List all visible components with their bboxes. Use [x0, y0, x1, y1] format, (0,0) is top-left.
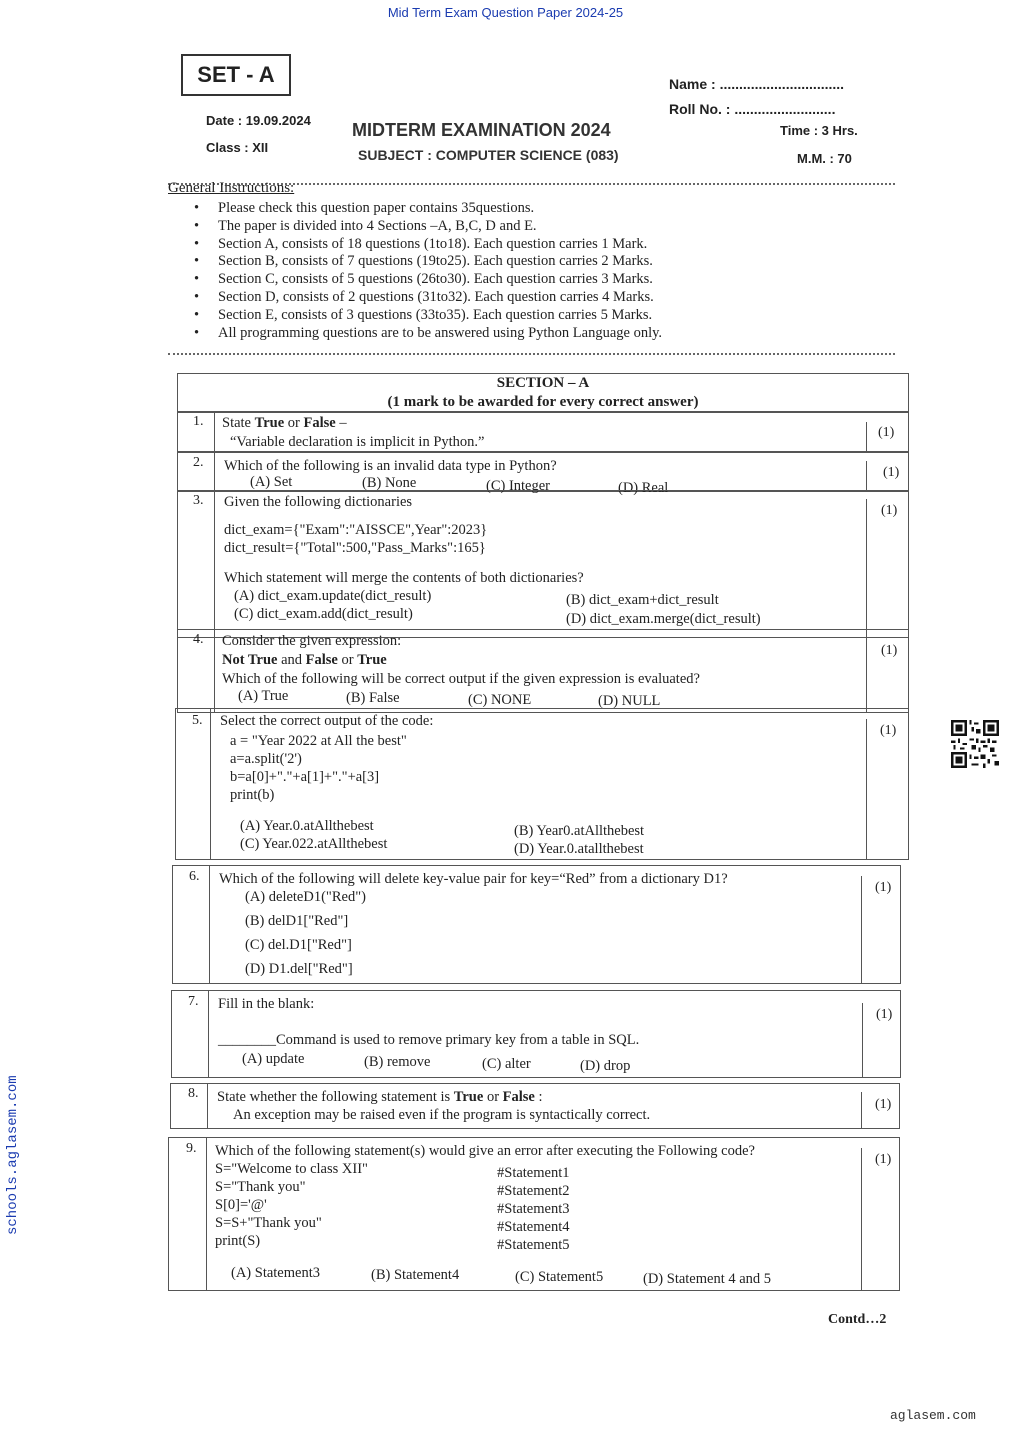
set-label: SET - A	[181, 54, 291, 96]
option-d: (D) Real	[618, 480, 669, 496]
option-d: (D) dict_exam.merge(dict_result)	[566, 611, 761, 627]
question-number: 5.	[192, 713, 203, 728]
option-a: (A) True	[238, 688, 289, 704]
question-ask: Which statement will merge the contents of both dictionaries?	[224, 570, 584, 586]
mark-badge: (1)	[881, 503, 898, 518]
code-line: b=a[0]+"."+a[1]+"."+a[3]	[230, 769, 380, 785]
question-3	[177, 490, 909, 638]
page-banner: Mid Term Exam Question Paper 2024-25	[387, 5, 624, 20]
question-number: 6.	[189, 869, 200, 884]
question-2	[177, 452, 909, 496]
option-b: (B) Statement4	[371, 1267, 460, 1283]
divider-bottom	[168, 353, 895, 355]
footer-url[interactable]: aglasem.com	[890, 1408, 976, 1423]
question-9	[168, 1137, 900, 1291]
instruction-item: • Section B, consists of 7 questions (19to25). Each question carries 2 Marks.	[218, 253, 918, 271]
question-statement: “Variable declaration is implicit in Python.”	[230, 434, 485, 450]
qr-code-icon	[951, 720, 999, 768]
option-c: (C) Integer	[486, 478, 551, 494]
code-line: dict_exam={"Exam":"AISSCE",Year":2023}	[224, 522, 488, 538]
question-ask: Which of the following will be correct output if the given expression is evaluated?	[222, 671, 700, 687]
question-4	[177, 629, 909, 713]
instruction-item: • Section A, consists of 18 questions (1to18). Each question carries 1 Mark.	[218, 236, 918, 254]
exam-date: Date : 19.09.2024	[206, 113, 311, 128]
question-text: Given the following dictionaries	[224, 494, 413, 510]
question-5	[175, 708, 909, 860]
question-number: 8.	[188, 1086, 199, 1101]
code-line: a=a.split('2')	[230, 751, 302, 767]
instruction-item: • Section C, consists of 5 questions (26to30). Each question carries 3 Marks.	[218, 271, 918, 289]
code-line: dict_result={"Total":500,"Pass_Marks":165}	[224, 540, 486, 556]
code-line: print(S)	[215, 1233, 261, 1249]
option-c: (C) del.D1["Red"]	[245, 937, 352, 953]
mark-badge: (1)	[878, 425, 895, 440]
question-text: State whether the following statement is True or False :	[217, 1089, 543, 1105]
question-6	[172, 865, 901, 984]
exam-title: MIDTERM EXAMINATION 2024	[352, 120, 611, 140]
code-line: S="Welcome to class XII"	[215, 1161, 368, 1177]
section-a-subtitle: (1 mark to be awarded for every correct answer)	[387, 394, 699, 410]
mark-badge: (1)	[876, 1007, 893, 1022]
max-marks: M.M. : 70	[797, 151, 852, 166]
option-d: (D) D1.del["Red"]	[245, 961, 353, 977]
option-c: (C) NONE	[468, 692, 532, 708]
question-text: Which of the following will delete key-value pair for key=“Red” from a dictionary D1?	[219, 871, 728, 887]
question-number: 3.	[193, 493, 204, 508]
question-text: Fill in the blank:	[218, 996, 315, 1012]
instruction-item: • All programming questions are to be answered using Python Language only.	[218, 325, 918, 343]
time-label: Time : 3 Hrs.	[780, 123, 858, 138]
option-a: (A) Statement3	[231, 1265, 320, 1281]
option-d: (D) Statement 4 and 5	[643, 1271, 772, 1287]
option-a: (A) dict_exam.update(dict_result)	[234, 588, 432, 604]
mark-badge: (1)	[875, 1097, 892, 1112]
option-d: (D) drop	[580, 1058, 631, 1074]
mark-badge: (1)	[875, 1152, 892, 1167]
question-text: Which of the following is an invalid data type in Python?	[224, 458, 557, 474]
option-c: (C) Statement5	[515, 1269, 604, 1285]
option-a: (A) deleteD1("Red")	[245, 889, 366, 905]
name-field: Name : ................................	[669, 76, 845, 92]
question-statement: An exception may be raised even if the program is syntactically correct.	[233, 1107, 651, 1123]
question-text: State True or False –	[222, 415, 347, 431]
instruction-item: • Please check this question paper contains 35questions.	[218, 200, 918, 218]
option-b: (B) False	[346, 690, 400, 706]
question-7	[171, 990, 901, 1078]
statement-comment: #Statement3	[497, 1201, 570, 1217]
question-text: Which of the following statement(s) would give an error after executing the Following code?	[215, 1143, 755, 1159]
option-b: (B) Year0.atAllthebest	[514, 823, 645, 839]
instruction-item: • Section E, consists of 3 questions (33to35). Each question carries 5 Marks.	[218, 307, 918, 325]
mark-badge: (1)	[875, 880, 892, 895]
instruction-item: • The paper is divided into 4 Sections –A, B,C, D and E.	[218, 218, 918, 236]
statement-comment: #Statement1	[497, 1165, 570, 1181]
question-number: 1.	[193, 414, 204, 429]
mark-badge: (1)	[883, 465, 900, 480]
code-line: S[0]='@'	[215, 1197, 267, 1213]
option-d: (D) NULL	[598, 693, 661, 709]
option-a: (A) update	[242, 1051, 305, 1067]
option-b: (B) None	[362, 475, 417, 491]
side-url[interactable]: schools.aglasem.com	[5, 1075, 21, 1235]
option-c: (C) alter	[482, 1056, 531, 1072]
subject-title: SUBJECT : COMPUTER SCIENCE (083)	[358, 147, 619, 163]
continued-label: Contd…2	[828, 1312, 887, 1327]
instructions-title: General Instructions:	[168, 180, 295, 196]
option-b: (B) remove	[364, 1054, 431, 1070]
question-number: 7.	[188, 994, 199, 1009]
code-line: S="Thank you"	[215, 1179, 306, 1195]
question-text: Consider the given expression:	[222, 633, 402, 649]
option-a: (A) Year.0.atAllthebest	[240, 818, 374, 834]
mark-badge: (1)	[880, 723, 897, 738]
question-number: 2.	[193, 455, 204, 470]
section-a-header	[177, 373, 909, 413]
option-b: (B) dict_exam+dict_result	[566, 592, 719, 608]
expression: Not True and False or True	[222, 652, 387, 668]
question-8	[170, 1083, 900, 1129]
question-1	[177, 411, 909, 452]
option-a: (A) Set	[250, 474, 293, 490]
question-number: 4.	[193, 632, 204, 647]
roll-field: Roll No. : ..........................	[669, 101, 836, 117]
option-b: (B) delD1["Red"]	[245, 913, 349, 929]
code-line: S=S+"Thank you"	[215, 1215, 322, 1231]
statement-comment: #Statement4	[497, 1219, 570, 1235]
section-a-title: SECTION – A	[496, 375, 590, 391]
fill-blank-text: ________Command is used to remove primary key from a table in SQL.	[218, 1032, 640, 1048]
code-line: print(b)	[230, 787, 275, 803]
statement-comment: #Statement2	[497, 1183, 570, 1199]
mark-badge: (1)	[881, 643, 898, 658]
question-text: Select the correct output of the code:	[220, 713, 434, 729]
question-number: 9.	[186, 1141, 197, 1156]
statement-comment: #Statement5	[497, 1237, 570, 1253]
instruction-item: • Section D, consists of 2 questions (31to32). Each question carries 4 Marks.	[218, 289, 918, 307]
option-c: (C) Year.022.atAllthebest	[240, 836, 388, 852]
option-d: (D) Year.0.atallthebest	[514, 841, 644, 857]
code-line: a = "Year 2022 at All the best"	[230, 733, 407, 749]
instructions-list	[168, 200, 918, 342]
class-label: Class : XII	[206, 140, 269, 155]
option-c: (C) dict_exam.add(dict_result)	[234, 606, 413, 622]
